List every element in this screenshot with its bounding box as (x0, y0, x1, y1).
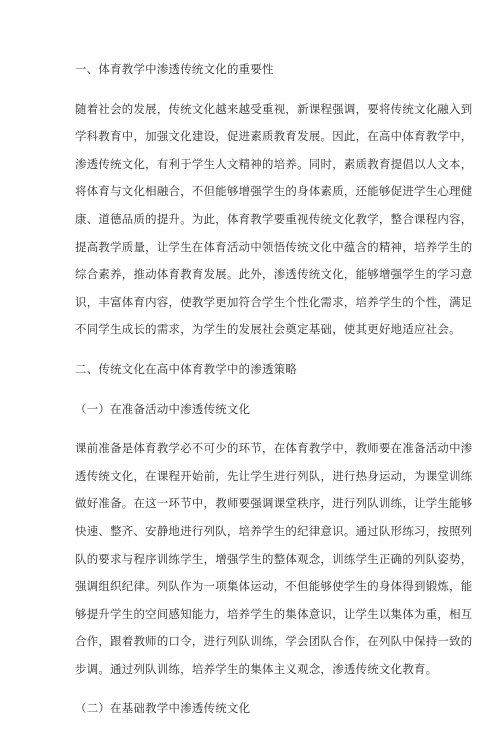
text-line: 学科教育中，加强文化建设，促进素质教育发展。因此，在高中体育教学中， (75, 129, 473, 144)
subsection-heading-2: （二）在基础教学中渗透传统文化 (75, 701, 251, 716)
text-line: 综合素养，推动体育教育发展。此外，渗透传统文化，能够增强学生的学习意 (75, 267, 473, 282)
text-line: 将体育与文化相融合，不但能够增强学生的身体素质，还能够促进学生心理健 (75, 184, 473, 199)
text-line: 够提升学生的空间感知能力，培养学生的集体意识，让学生以集体为重，相互 (75, 606, 473, 621)
subsection-heading-1: （一）在准备活动中渗透传统文化 (75, 401, 251, 416)
text-line: 队的要求与程序训练学生，增强学生的整体观念，训练学生正确的列队姿势， (75, 551, 473, 566)
document-body (75, 56, 473, 735)
text-line: 课前准备是体育教学必不可少的环节，在体育教学中，教师要在准备活动中渗 (75, 441, 473, 456)
text-line: 做好准备。在这一环节中，教师要强调课堂秩序，进行列队训练，让学生能够 (75, 496, 473, 511)
paragraph-warmup (75, 435, 473, 683)
text-line: 快速、整齐、安静地进行列队，培养学生的纪律意识。通过队形练习，按照列 (75, 523, 473, 538)
text-line: 透传统文化，在课程开始前，先让学生进行列队，进行热身运动，为课堂训练 (75, 468, 473, 483)
text-line: 识，丰富体育内容，使教学更加符合学生个性化需求，培养学生的个性，满足 (75, 294, 473, 309)
text-line: 不同学生成长的需求，为学生的发展社会奠定基础，使其更好地适应社会。 (75, 322, 461, 337)
text-line: 提高教学质量，让学生在体育活动中领悟传统文化中蕴含的精神，培养学生的 (75, 239, 473, 254)
text-line: 康、道德品质的提升。为此，体育教学要重视传统文化教学，整合课程内容， (75, 211, 473, 226)
paragraph-importance (75, 96, 473, 344)
section-heading-2: 二、传统文化在高中体育教学中的渗透策略 (75, 361, 298, 376)
text-line: 渗透传统文化，有利于学生人文精神的培养。同时，素质教育提倡以人文本， (75, 156, 473, 171)
section-heading-1: 一、体育教学中渗透传统文化的重要性 (75, 62, 274, 76)
text-line: 合作，跟着教师的口令，进行列队训练，学会团队合作，在列队中保持一致的 (75, 634, 473, 649)
text-line: 步调。通过列队训练，培养学生的集体主义观念，渗透传统文化教育。 (75, 661, 438, 676)
text-line: 强调组织纪律。列队作为一项集体运动，不但能够使学生的身体得到锻炼，能 (75, 579, 473, 594)
text-line: 随着社会的发展，传统文化越来越受重视，新课程强调，要将传统文化融入到 (75, 101, 473, 116)
